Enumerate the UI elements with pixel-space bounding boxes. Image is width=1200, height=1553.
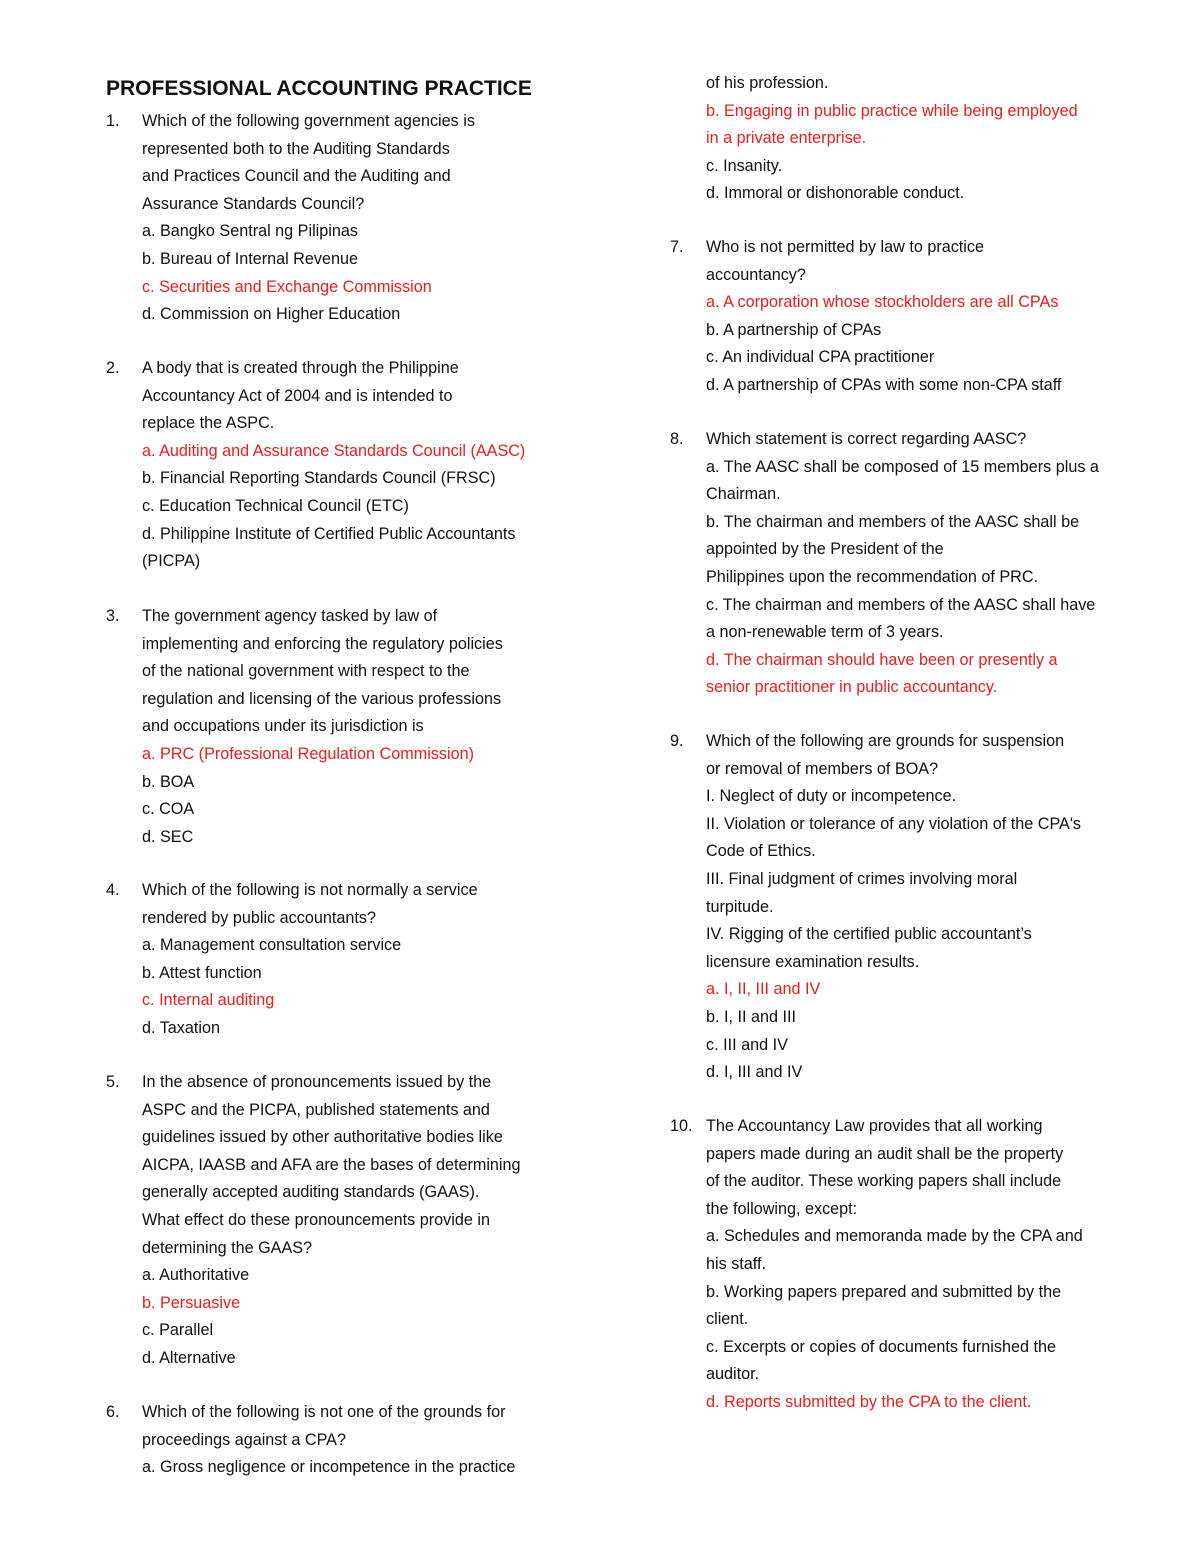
option-c: c. COA: [142, 800, 195, 819]
option-c: c. III and IV: [706, 1035, 788, 1054]
question-8: [670, 426, 1140, 702]
question-number: 6.: [106, 1403, 120, 1421]
option-d: d. SEC: [142, 827, 194, 846]
question-text: Which of the following is not normally a service rendered by public accountants?: [142, 881, 478, 927]
option-c: c. Excerpts or copies of documents furnished the auditor.: [706, 1337, 1057, 1384]
question-text: Which of the following government agencies is represented both to the Auditing Standards and Practices Council and the Auditing and Assurance Standards Council?: [142, 112, 475, 213]
question-2: [106, 355, 576, 576]
statement-ii: II. Violation or tolerance of any violation of the CPA's Code of Ethics.: [706, 814, 1082, 861]
option-d: d. Immoral or dishonorable conduct.: [706, 184, 965, 203]
question-number: 2.: [106, 359, 120, 377]
option-a-correct: a. I, II, III and IV: [706, 980, 821, 999]
question-6: [106, 1399, 576, 1482]
option-b: b. Attest function: [142, 963, 262, 982]
question-number: 7.: [670, 238, 684, 256]
option-d: d. Alternative: [142, 1348, 236, 1367]
option-b: b. Bureau of Internal Revenue: [142, 249, 358, 268]
question-1: [106, 108, 576, 329]
option-b: b. A partnership of CPAs: [706, 320, 882, 339]
option-a: a. Authoritative: [142, 1266, 250, 1285]
option-a: a. Gross negligence or incompetence in the practice: [142, 1458, 516, 1477]
option-b: b. Financial Reporting Standards Council (FRSC): [142, 469, 496, 488]
statement-iv: IV. Rigging of the certified public accountant’s licensure examination results.: [706, 925, 1032, 971]
question-number: 3.: [106, 607, 120, 625]
question-text: The government agency tasked by law of implementing and enforcing the regulatory policies of the national government with respect to the regulation and licensing of the various professions and occupations under its jurisdiction is: [142, 607, 503, 736]
question-number: 1.: [106, 112, 120, 130]
question-10: [670, 1113, 1140, 1417]
question-5: [106, 1069, 576, 1373]
option-a-correct: a. Auditing and Assurance Standards Council (AASC): [142, 441, 526, 460]
option-a: a. Bangko Sentral ng Pilipinas: [142, 222, 358, 241]
option-c: c. Insanity.: [706, 156, 783, 175]
question-6-continued: [706, 70, 1140, 208]
question-number: 5.: [106, 1073, 120, 1091]
option-c: c. An individual CPA practitioner: [706, 348, 935, 367]
option-a: a. The AASC shall be composed of 15 members plus a Chairman.: [706, 457, 1099, 504]
option-d-correct: d. The chairman should have been or presently a senior practitioner in public accountancy.: [706, 650, 1058, 697]
question-number: 9.: [670, 732, 684, 750]
statement-i: I. Neglect of duty or incompetence.: [706, 787, 957, 806]
option-c: c. The chairman and members of the AASC shall have a non-renewable term of 3 years.: [706, 595, 1096, 642]
page-title: PROFESSIONAL ACCOUNTING PRACTICE: [106, 77, 532, 100]
question-text: A body that is created through the Philippine Accountancy Act of 2004 and is intended to replace the ASPC.: [142, 359, 459, 433]
option-a: a. Schedules and memoranda made by the CPA and his staff.: [706, 1227, 1083, 1273]
question-text: Who is not permitted by law to practice accountancy?: [706, 238, 985, 284]
question-text: In the absence of pronouncements issued by the ASPC and the PICPA, published statements and guidelines issued by other authoritative bodies like AICPA, IAASB and AFA are the bases of determining generally accepted auditing standards (GAAS). What effect do these pronouncements provide in determining the GAAS?: [142, 1073, 521, 1257]
option-c-correct: c. Internal auditing: [142, 991, 275, 1010]
question-9: [670, 728, 1140, 1087]
question-7: [670, 234, 1140, 400]
option-c: c. Parallel: [142, 1321, 214, 1340]
option-d: d. Commission on Higher Education: [142, 305, 401, 324]
question-text: Which of the following are grounds for suspension or removal of members of BOA?: [706, 732, 1065, 778]
option-a-continued: of his profession.: [706, 74, 829, 92]
question-4: [106, 877, 576, 1043]
option-b: b. I, II and III: [706, 1007, 796, 1026]
option-b-correct: b. Persuasive: [142, 1293, 241, 1312]
question-number: 4.: [106, 881, 120, 899]
option-c: c. Education Technical Council (ETC): [142, 496, 409, 515]
option-d-correct: d. Reports submitted by the CPA to the client.: [706, 1392, 1032, 1411]
option-c-correct: c. Securities and Exchange Commission: [142, 277, 432, 296]
question-text: Which statement is correct regarding AASC?: [706, 430, 1027, 448]
option-b: b. The chairman and members of the AASC shall be appointed by the President of the Philippines upon the recommendation of PRC.: [706, 512, 1080, 586]
option-d: d. I, III and IV: [706, 1063, 803, 1082]
question-number: 8.: [670, 430, 684, 448]
option-a: a. Management consultation service: [142, 936, 402, 955]
question-number: 10.: [670, 1117, 693, 1135]
option-d: d. Philippine Institute of Certified Public Accountants (PICPA): [142, 524, 516, 571]
option-d: d. Taxation: [142, 1018, 220, 1037]
question-text: The Accountancy Law provides that all working papers made during an audit shall be the property of the auditor. These working papers shall include the following, except:: [706, 1117, 1064, 1218]
question-3: [106, 603, 576, 851]
option-a-correct: a. A corporation whose stockholders are all CPAs: [706, 293, 1059, 312]
option-b-correct: b. Engaging in public practice while being employed in a private enterprise.: [706, 101, 1078, 148]
option-a-correct: a. PRC (Professional Regulation Commission): [142, 744, 474, 763]
question-text: Which of the following is not one of the grounds for proceedings against a CPA?: [142, 1403, 506, 1449]
option-b: b. BOA: [142, 772, 195, 791]
statement-iii: III. Final judgment of crimes involving moral turpitude.: [706, 869, 1018, 916]
option-b: b. Working papers prepared and submitted by the client.: [706, 1282, 1062, 1329]
option-d: d. A partnership of CPAs with some non-CPA staff: [706, 375, 1062, 394]
